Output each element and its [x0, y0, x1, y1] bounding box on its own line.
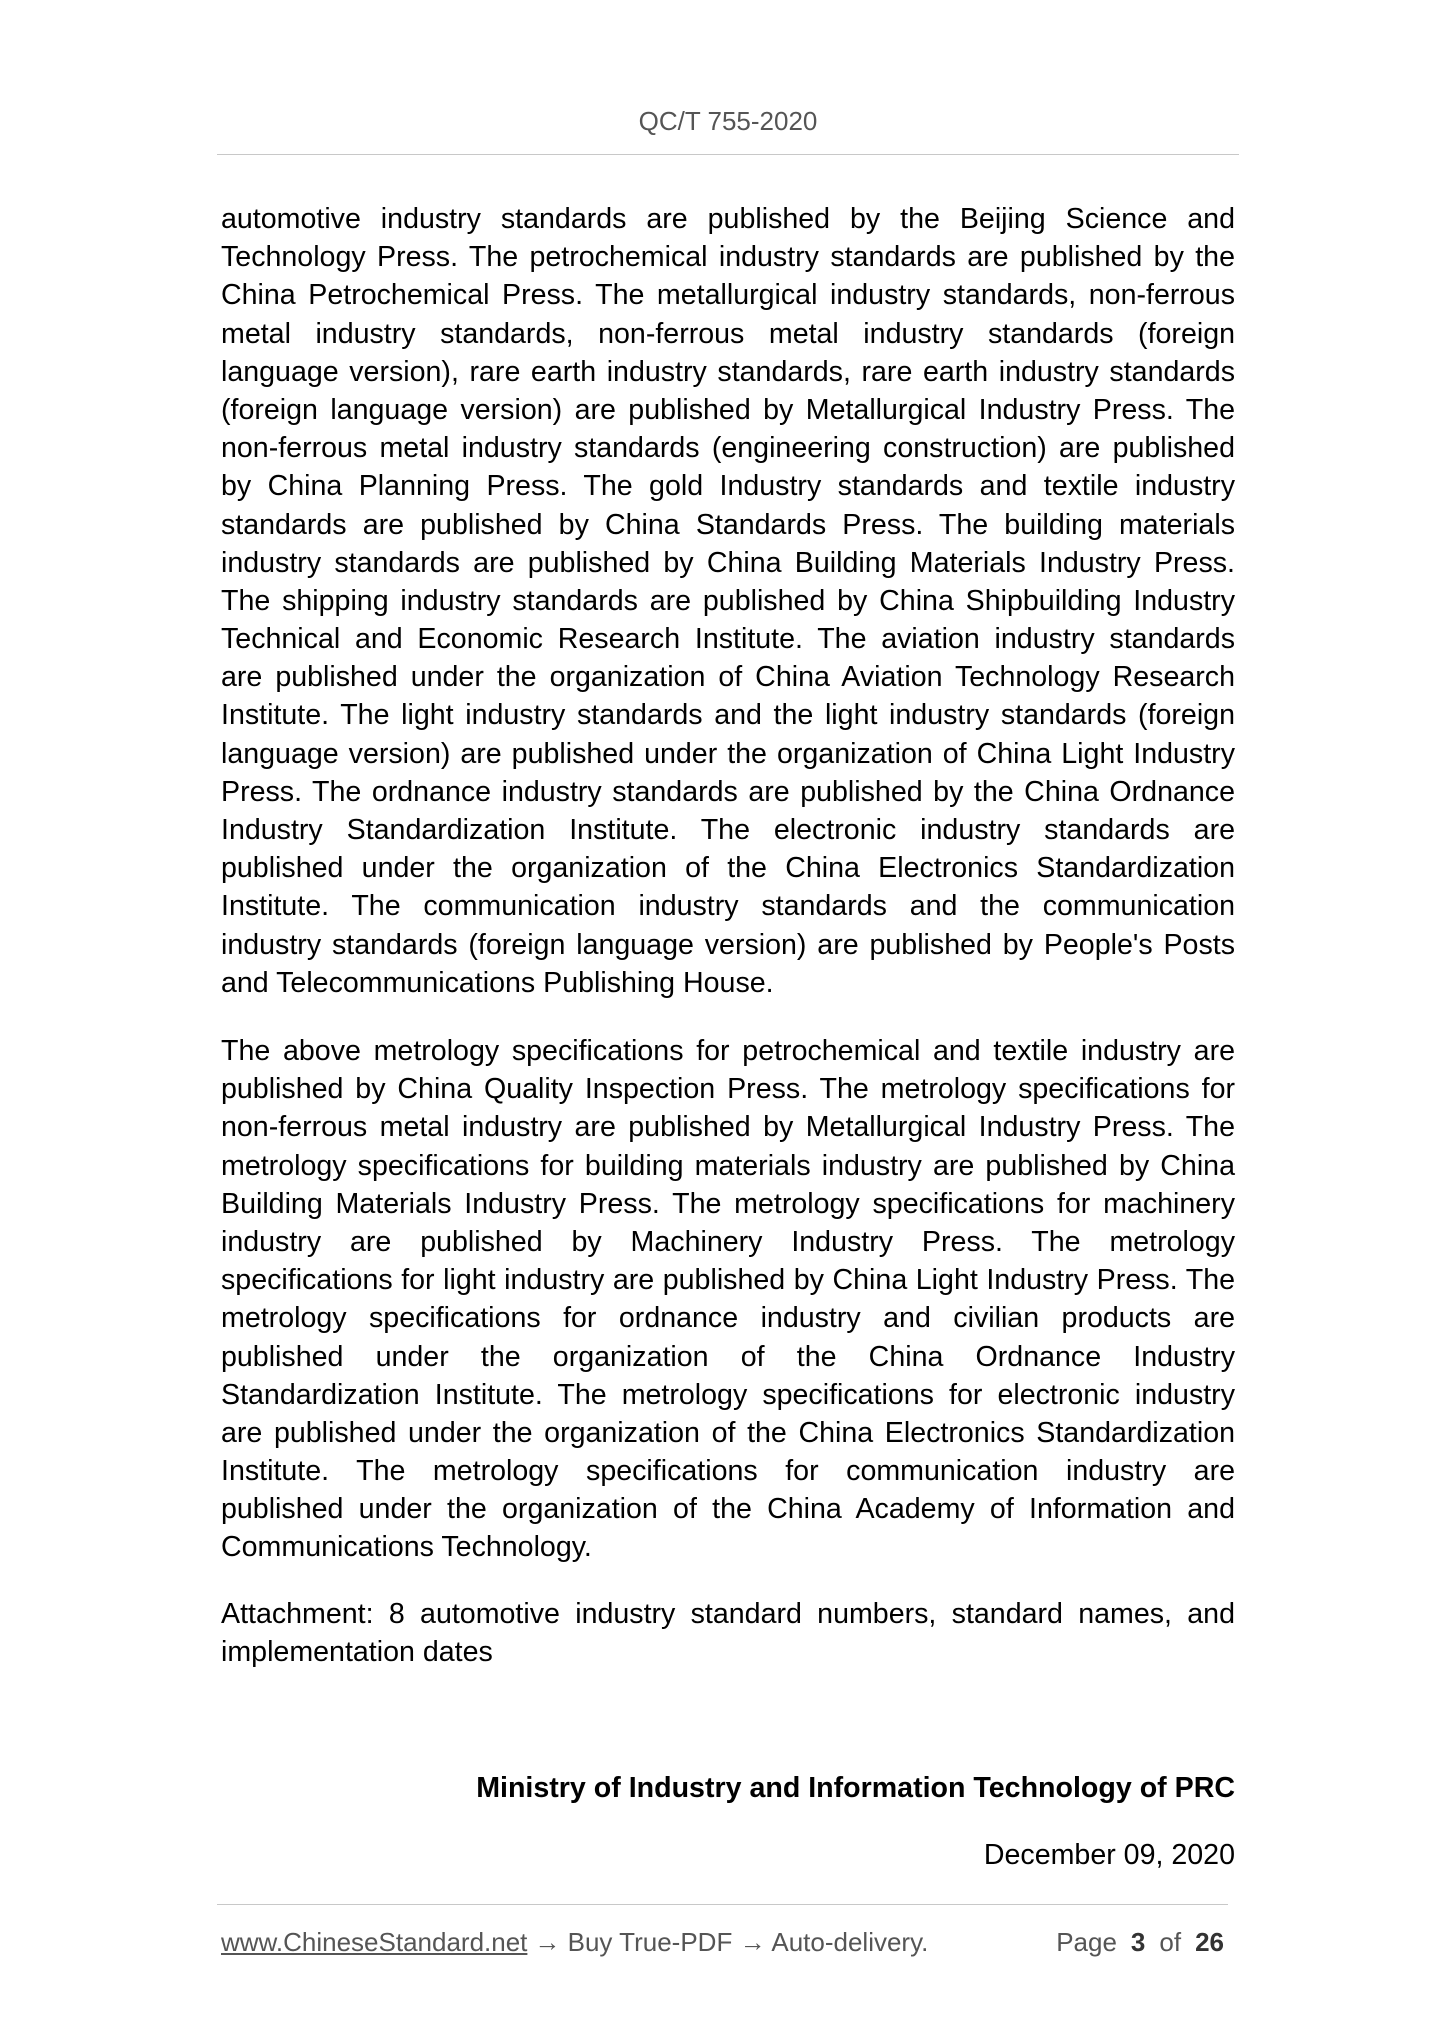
footer-promo: [221, 1925, 928, 1959]
text-line: Press. The ordnance industry standards are published by the China Ordnance: [221, 775, 1235, 808]
website-link[interactable]: www.ChineseStandard.net: [221, 1927, 528, 1957]
text-line: The above metrology specifications for petrochemical and textile industry are: [221, 1035, 1235, 1067]
header-divider: [217, 154, 1239, 155]
text-line: metrology specifications for ordnance industry and civilian products are: [221, 1302, 1235, 1335]
page-label: Page: [1056, 1927, 1117, 1957]
text-line: China Petrochemical Press. The metallurgical industry standards, non-ferrous: [221, 279, 1235, 312]
text-line: Institute. The metrology specifications for communication industry are: [221, 1455, 1235, 1488]
text-line: Standardization Institute. The metrology specifications for electronic industry: [221, 1378, 1235, 1411]
text-line: published by China Quality Inspection Press. The metrology specifications for: [221, 1073, 1235, 1106]
text-line: specifications for light industry are published by China Light Industry Press. The: [221, 1264, 1235, 1297]
text-line: The shipping industry standards are published by China Shipbuilding Industry: [221, 584, 1235, 617]
text-line: and Telecommunications Publishing House.: [221, 966, 774, 999]
text-line: Communications Technology.: [221, 1531, 592, 1564]
text-line: Technical and Economic Research Institute. The aviation industry standards: [221, 623, 1235, 656]
text-line: Industry Standardization Institute. The electronic industry standards are: [221, 814, 1235, 846]
text-line: published under the organization of the China Electronics Standardization: [221, 852, 1235, 885]
text-line: Building Materials Industry Press. The metrology specifications for machinery: [221, 1187, 1235, 1220]
text-line: non-ferrous metal industry are published by Metallurgical Industry Press. The: [221, 1111, 1235, 1144]
text-line: industry standards (foreign language version) are published by People's Posts: [221, 928, 1235, 961]
paragraph-attachment: [221, 1595, 1235, 1671]
text-line: Technology Press. The petrochemical industry standards are published by the: [221, 241, 1235, 274]
text-line: language version), rare earth industry standards, rare earth industry standards: [221, 355, 1235, 388]
text-line: implementation dates: [221, 1636, 493, 1669]
page-indicator: [1056, 1925, 1224, 1959]
page-total: 26: [1195, 1927, 1224, 1957]
text-line: industry are published by Machinery Industry Press. The metrology: [221, 1225, 1235, 1258]
text-line: Institute. The communication industry standards and the communication: [221, 890, 1235, 923]
document-number-header: QC/T 755-2020: [638, 106, 818, 136]
text-line: (foreign language version) are published by Metallurgical Industry Press. The: [221, 393, 1235, 426]
text-line: are published under the organization of the China Electronics Standardization: [221, 1416, 1235, 1449]
text-line: are published under the organization of China Aviation Technology Research: [221, 661, 1235, 694]
text-line: metrology specifications for building materials industry are published by China: [221, 1149, 1235, 1182]
paragraph-publishers: [221, 200, 1235, 1002]
text-line: language version) are published under the organization of China Light Industry: [221, 737, 1235, 770]
issue-date: December 09, 2020: [983, 1839, 1235, 1871]
text-line: published under the organization of the China Ordnance Industry: [221, 1340, 1235, 1373]
text-line: by China Planning Press. The gold Industry standards and textile industry: [221, 470, 1235, 503]
issuer-signature: Ministry of Industry and Information Technology of PRC: [476, 1772, 1235, 1804]
paragraph-metrology: [221, 1032, 1235, 1567]
text-line: Institute. The light industry standards and the light industry standards (foreign: [221, 699, 1235, 732]
text-line: industry standards are published by China Building Materials Industry Press.: [221, 546, 1235, 579]
text-line: standards are published by China Standards Press. The building materials: [221, 508, 1235, 541]
text-line: metal industry standards, non-ferrous metal industry standards (foreign: [221, 317, 1235, 350]
text-line: Attachment: 8 automotive industry standard numbers, standard names, and: [221, 1598, 1235, 1630]
text-line: published under the organization of the China Academy of Information and: [221, 1493, 1235, 1526]
footer-divider: [217, 1904, 1228, 1905]
page-current: 3: [1130, 1927, 1146, 1957]
page-of-label: of: [1159, 1927, 1182, 1957]
text-line: non-ferrous metal industry standards (engineering construction) are published: [221, 432, 1235, 465]
footer-promo-text: → Buy True-PDF → Auto-delivery.: [534, 1927, 929, 1957]
text-line: automotive industry standards are published by the Beijing Science and: [221, 203, 1235, 235]
